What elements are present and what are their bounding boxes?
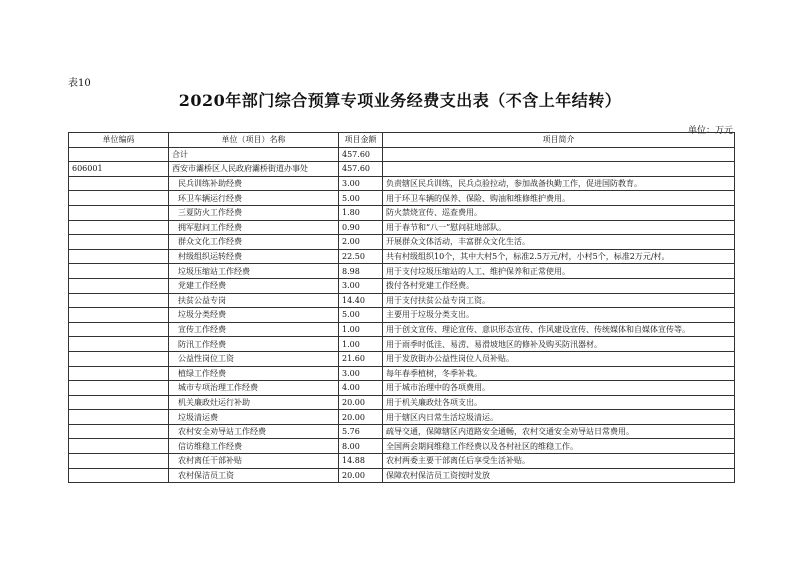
item-name: 村级组织运转经费 [169, 249, 339, 264]
table-row [69, 381, 735, 396]
item-name: 农村保洁员工资 [169, 468, 339, 483]
item-desc: 用于环卫车辆的保养、保险、购油和维修维护费用。 [383, 191, 735, 206]
column-header-desc: 项目简介 [383, 133, 735, 148]
item-amount: 20.00 [339, 395, 383, 410]
item-code-cell [69, 410, 169, 425]
item-code-cell [69, 468, 169, 483]
total-row [69, 147, 735, 162]
item-amount: 8.98 [339, 264, 383, 279]
total-label: 合计 [169, 147, 339, 162]
table-row [69, 205, 735, 220]
item-amount: 5.76 [339, 424, 383, 439]
item-amount: 2.00 [339, 235, 383, 250]
item-desc: 全国两会期间维稳工作经费以及各村社区的维稳工作。 [383, 439, 735, 454]
item-code-cell [69, 220, 169, 235]
item-amount: 20.00 [339, 410, 383, 425]
item-amount: 8.00 [339, 439, 383, 454]
table-row [69, 410, 735, 425]
item-desc: 用于雨季时低洼、易涝、易滑坡地区的修补及购买防汛器材。 [383, 337, 735, 352]
item-code-cell [69, 322, 169, 337]
item-amount: 20.00 [339, 468, 383, 483]
table-row [69, 191, 735, 206]
item-desc: 用于创文宣传、理论宣传、意识形态宣传、作风建设宣传、传统媒体和自媒体宣传等。 [383, 322, 735, 337]
item-code-cell [69, 337, 169, 352]
total-desc-cell [383, 147, 735, 162]
document-title: 2020年部门综合预算专项业务经费支出表（不含上年结转） [178, 91, 622, 110]
item-name: 信访维稳工作经费 [169, 439, 339, 454]
item-name: 机关廉政灶运行补助 [169, 395, 339, 410]
item-name: 农村离任干部补贴 [169, 454, 339, 469]
item-code-cell [69, 293, 169, 308]
column-header-amount: 项目金额 [339, 133, 383, 148]
item-desc: 拨付各村党建工作经费。 [383, 278, 735, 293]
unit-desc-cell [383, 162, 735, 177]
item-code-cell [69, 235, 169, 250]
item-code-cell [69, 264, 169, 279]
item-desc: 用于城市治理中的各项费用。 [383, 381, 735, 396]
table-row [69, 424, 735, 439]
total-amount: 457.60 [339, 147, 383, 162]
item-desc: 负责辖区民兵训练，民兵点验拉动，参加战备执勤工作，促进国防教育。 [383, 176, 735, 191]
unit-row [69, 162, 735, 177]
item-name: 垃圾压缩站工作经费 [169, 264, 339, 279]
table-row [69, 454, 735, 469]
item-code-cell [69, 176, 169, 191]
table-row [69, 351, 735, 366]
table-row [69, 308, 735, 323]
item-code-cell [69, 351, 169, 366]
item-desc: 用于春节和“八一”慰问驻地部队。 [383, 220, 735, 235]
item-amount: 1.00 [339, 337, 383, 352]
item-name: 农村安全劝导站工作经费 [169, 424, 339, 439]
item-amount: 3.00 [339, 366, 383, 381]
item-code-cell [69, 278, 169, 293]
item-amount: 21.60 [339, 351, 383, 366]
table-row [69, 395, 735, 410]
item-desc: 用于机关廉政灶各项支出。 [383, 395, 735, 410]
item-name: 扶贫公益专岗 [169, 293, 339, 308]
item-code-cell [69, 454, 169, 469]
item-code-cell [69, 424, 169, 439]
item-amount: 5.00 [339, 308, 383, 323]
column-header-name: 单位（项目）名称 [169, 133, 339, 148]
item-desc: 用于辖区内日常生活垃圾清运。 [383, 410, 735, 425]
table-row [69, 366, 735, 381]
item-code-cell [69, 439, 169, 454]
table-number: 表10 [68, 78, 91, 89]
item-code-cell [69, 191, 169, 206]
item-amount: 1.00 [339, 322, 383, 337]
item-name: 环卫车辆运行经费 [169, 191, 339, 206]
total-code-cell [69, 147, 169, 162]
item-desc: 防火禁烧宣传、巡查费用。 [383, 205, 735, 220]
table-row [69, 264, 735, 279]
table-row [69, 322, 735, 337]
table-row [69, 337, 735, 352]
item-code-cell [69, 395, 169, 410]
item-code-cell [69, 205, 169, 220]
item-amount: 14.88 [339, 454, 383, 469]
unit-code: 606001 [69, 162, 169, 177]
column-header-code: 单位编码 [69, 133, 169, 148]
item-name: 垃圾清运费 [169, 410, 339, 425]
unit-name: 西安市灞桥区人民政府灞桥街道办事处 [169, 162, 339, 177]
item-name: 宣传工作经费 [169, 322, 339, 337]
unit-amount: 457.60 [339, 162, 383, 177]
item-desc: 开展群众文体活动，丰富群众文化生活。 [383, 235, 735, 250]
item-amount: 4.00 [339, 381, 383, 396]
table-row [69, 278, 735, 293]
item-name: 党建工作经费 [169, 278, 339, 293]
item-amount: 5.00 [339, 191, 383, 206]
item-amount: 3.00 [339, 278, 383, 293]
item-name: 三夏防火工作经费 [169, 205, 339, 220]
table-row [69, 220, 735, 235]
table-row [69, 235, 735, 250]
item-name: 民兵训练补助经费 [169, 176, 339, 191]
table-row [69, 249, 735, 264]
item-name: 群众文化工作经费 [169, 235, 339, 250]
item-desc: 用于支付垃圾压缩站的人工、维护保养和正常使用。 [383, 264, 735, 279]
item-name: 防汛工作经费 [169, 337, 339, 352]
item-desc: 用于支付扶贫公益专岗工资。 [383, 293, 735, 308]
table-header-row [69, 133, 735, 148]
item-code-cell [69, 308, 169, 323]
item-desc: 共有村级组织10个，其中大村5个，标准2.5万元/村，小村5个，标准2万元/村。 [383, 249, 735, 264]
item-amount: 1.80 [339, 205, 383, 220]
item-desc: 保障农村保洁员工资按时发放 [383, 468, 735, 483]
item-name: 公益性岗位工资 [169, 351, 339, 366]
item-amount: 0.90 [339, 220, 383, 235]
item-name: 拥军慰问工作经费 [169, 220, 339, 235]
item-code-cell [69, 381, 169, 396]
table-row [69, 468, 735, 483]
item-desc: 用于发放街办公益性岗位人员补贴。 [383, 351, 735, 366]
item-desc: 主要用于垃圾分类支出。 [383, 308, 735, 323]
item-code-cell [69, 366, 169, 381]
item-amount: 22.50 [339, 249, 383, 264]
item-name: 城市专项治理工作经费 [169, 381, 339, 396]
table-row [69, 293, 735, 308]
item-desc: 疏导交通，保障辖区内道路安全通畅，农村交通安全劝导站日常费用。 [383, 424, 735, 439]
table-row [69, 176, 735, 191]
item-desc: 农村两委主要干部离任后享受生活补贴。 [383, 454, 735, 469]
item-code-cell [69, 249, 169, 264]
item-name: 垃圾分类经费 [169, 308, 339, 323]
table-row [69, 439, 735, 454]
budget-table [68, 132, 735, 483]
item-name: 植绿工作经费 [169, 366, 339, 381]
item-amount: 3.00 [339, 176, 383, 191]
item-amount: 14.40 [339, 293, 383, 308]
unit-label: 单位：万元 [687, 126, 733, 136]
item-desc: 每年春季植树，冬季补栽。 [383, 366, 735, 381]
